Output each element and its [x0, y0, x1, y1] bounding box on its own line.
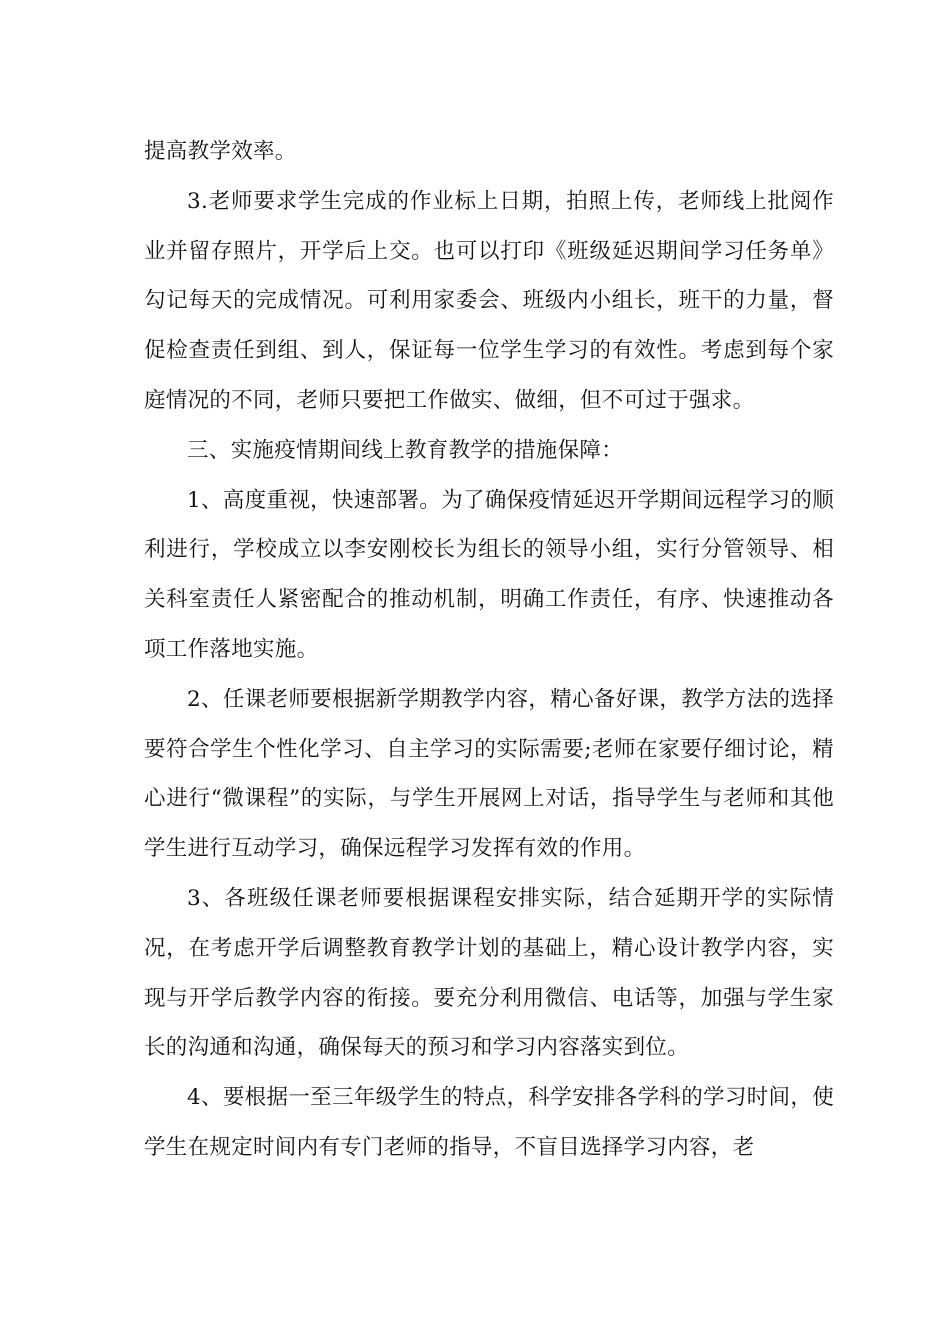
paragraph-homework-upload: 3.老师要求学生完成的作业标上日期，拍照上传，老师线上批阅作业并留存照片，开学后上交。也可以打印《班级延迟期间学习任务单》勾记每天的完成情况。可利用家委会、班级内小组长，班干的力量，督促检查责任到组、到人，保证每一位学生学习的有效性。考虑到每个家庭情况的不同，老师只要把工作做实、做细，但不可过于强求。 — [144, 188, 834, 413]
document-body — [144, 127, 834, 1173]
section-heading-measures: 三、实施疫情期间线上教育教学的措施保障： — [187, 437, 624, 463]
paragraph-continuation: 提高教学效率。 — [144, 139, 297, 164]
paragraph-measure-4: 4、要根据一至三年级学生的特点，科学安排各学科的学习时间，使学生在规定时间内有专门老师的指导，不盲目选择学习内容，老 — [144, 1085, 834, 1160]
paragraph-measure-2: 2、任课老师要根据新学期教学内容，精心备好课，教学方法的选择要符合学生个性化学习、自主学习的实际需要;老师在家要仔细讨论，精心进行“微课程”的实际，与学生开展网上对话，指导学生与老师和其他学生进行互动学习，确保远程学习发挥有效的作用。 — [144, 686, 834, 862]
paragraph-measure-1: 1、高度重视，快速部署。为了确保疫情延迟开学期间远程学习的顺利进行，学校成立以李安刚校长为组长的领导小组，实行分管领导、相关科室责任人紧密配合的推动机制，明确工作责任，有序、快速推动各项工作落地实施。 — [144, 487, 834, 662]
paragraph-measure-3: 3、各班级任课老师要根据课程安排实际，结合延期开学的实际情况，在考虑开学后调整教育教学计划的基础上，精心设计教学内容，实现与开学后教学内容的衔接。要充分利用微信、电话等，加强与学生家长的沟通和沟通，确保每天的预习和学习内容落实到位。 — [144, 885, 834, 1061]
